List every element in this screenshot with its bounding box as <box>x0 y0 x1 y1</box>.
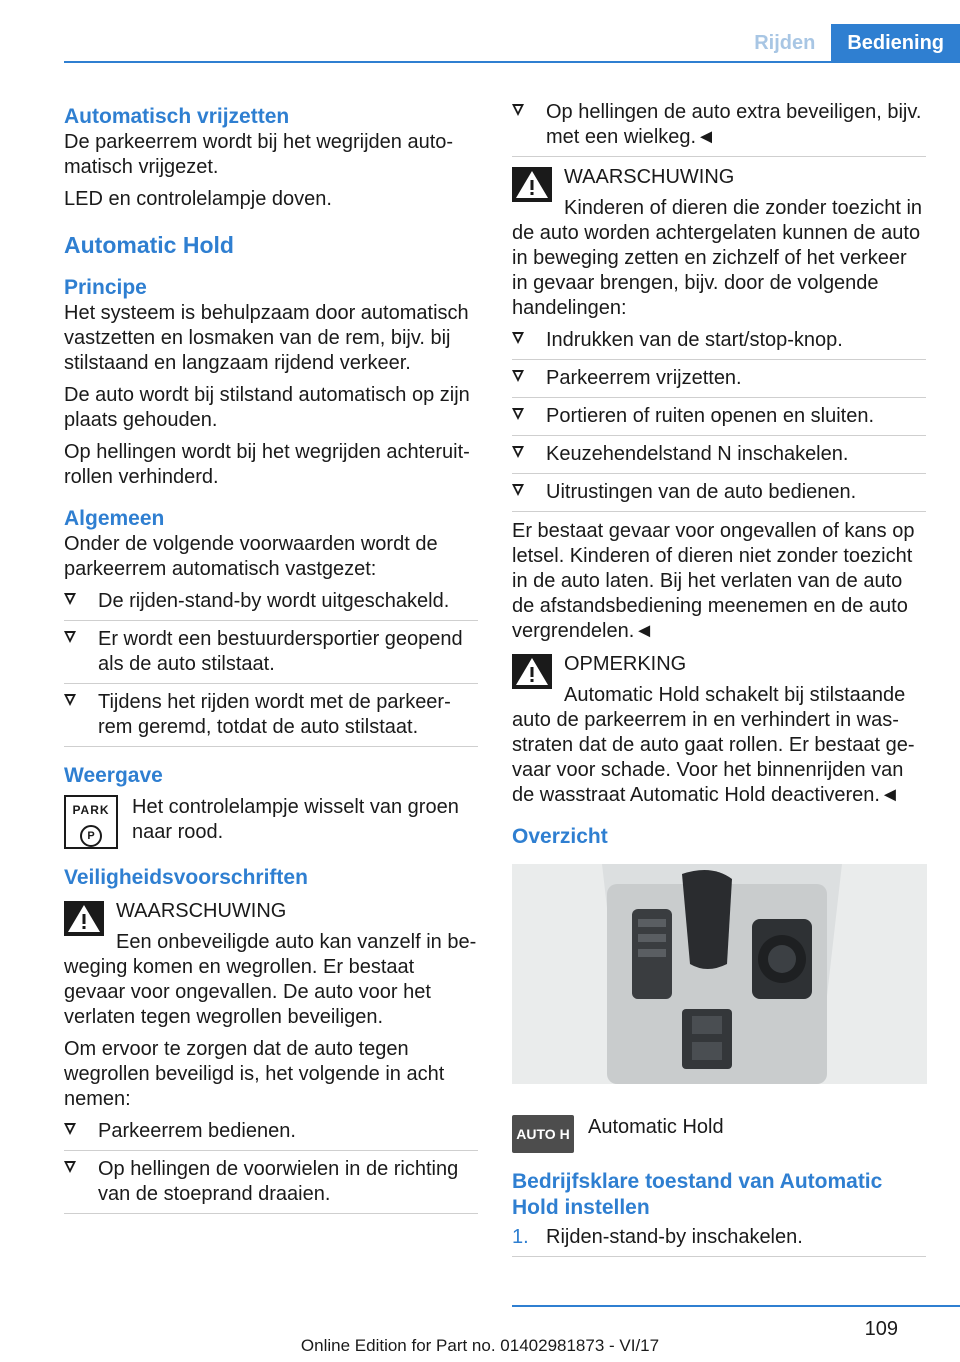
page-number: 109 <box>864 1318 898 1340</box>
footer-rule <box>512 1305 960 1307</box>
warning-triangle-icon <box>512 167 552 202</box>
list-item: 1. Rijden-stand-by inschakelen. <box>512 1225 926 1257</box>
paragraph: Het systeem is behulpzaam door automatisch vastzetten en losmaken van de rem, bijv. bij stilstaand en langzaam rijdend verkeer. <box>64 302 469 374</box>
paragraph: De parkeerrem wordt bij het wegrijden automatisch vrijgezet. <box>64 131 454 178</box>
triangle-bullet-icon <box>64 593 76 605</box>
triangle-bullet-icon <box>512 332 524 344</box>
center-console-photo <box>512 864 927 1084</box>
heading-weergave: Weergave <box>64 764 163 787</box>
heading-overzicht: Overzicht <box>512 825 608 848</box>
note-triangle-icon <box>512 654 552 689</box>
triangle-bullet-icon <box>512 446 524 458</box>
triangle-bullet-icon <box>64 631 76 643</box>
list-item: Er wordt een bestuurdersportier geopend als de auto stilstaat. <box>64 627 478 684</box>
park-brake-icon: PARK P <box>64 795 118 849</box>
list-item: Parkeerrem bedienen. <box>64 1119 478 1151</box>
header-rule <box>64 61 960 63</box>
list-item: Keuzehendelstand N inschakelen. <box>512 442 926 474</box>
paragraph: LED en controlelampje doven. <box>64 188 332 210</box>
triangle-bullet-icon <box>512 484 524 496</box>
triangle-bullet-icon <box>64 1123 76 1135</box>
paragraph: Onder de volgende voorwaarden wordt de parkeerrem automatisch vastgezet: <box>64 533 438 580</box>
list-item: Op hellingen de auto extra beveiligen, bijv. met een wielkeg.◄ <box>512 100 926 157</box>
heading-automatisch-vrijzetten: Automatisch vrijzetten <box>64 105 290 128</box>
heading-principe: Principe <box>64 276 147 299</box>
paragraph: Om ervoor te zorgen dat de auto tegen wegrollen beveiligd is, het volgende in acht nemen: <box>64 1038 445 1110</box>
list-item: Parkeerrem vrijzetten. <box>512 366 926 398</box>
warning-triangle-icon <box>64 901 104 936</box>
paragraph: De auto wordt bij stilstand automatisch op zijn plaats gehouden. <box>64 384 470 431</box>
right-column <box>512 100 926 1263</box>
note-text: Automatic Hold schakelt bij stilstaande auto de parkeerrem in en verhindert in wasstraten dat de auto gaat rollen. Er bestaat gevaar voor schade. Voor het binnenrijden van de wasstraat Automatic Hold deactiveren.◄ <box>512 684 915 806</box>
auto-hold-row <box>512 1115 926 1153</box>
numbered-list <box>512 1225 926 1257</box>
auto-hold-label: Automatic Hold <box>588 1116 724 1138</box>
warning-text: Een onbeveiligde auto kan vanzelf in beweging komen en wegrollen. Er bestaat gevaar voor ongevallen. De auto voor het verlaten tegen wegrollen beveiligen. <box>64 931 477 1028</box>
paragraph: Er bestaat gevaar voor ongevallen of kans op letsel. Kinderen of dieren niet zonder toezicht in de auto laten. Bij het verlaten van de auto de afstandsbediening meenemen en de auto vergrendelen.◄ <box>512 520 915 642</box>
list-item: Tijdens het rijden wordt met de parkeerrem geremd, totdat de auto stilstaat. <box>64 690 478 747</box>
heading-bedrijfsklare: Bedrijfsklare toestand van Automatic Hold instellen <box>512 1170 883 1219</box>
left-column <box>64 100 478 1221</box>
paragraph: Het controlelampje wisselt van groen naar rood. <box>132 796 459 843</box>
note-label: OPMERKING <box>564 653 687 675</box>
edition-footer: Online Edition for Part no. 01402981873 - VI/17 <box>300 1336 660 1355</box>
bullet-list <box>64 1119 478 1214</box>
heading-automatic-hold: Automatic Hold <box>64 232 234 258</box>
note-box <box>512 652 926 808</box>
warning-box <box>64 899 478 1030</box>
list-item: De rijden-stand-by wordt uitgeschakeld. <box>64 589 478 621</box>
triangle-bullet-icon <box>512 408 524 420</box>
warning-text: Kinderen of dieren die zonder toezicht in de auto worden achtergelaten kunnen de auto in beweging zetten en zichzelf of het verkeer in gevaar brengen, bijv. door de volgende handelingen: <box>512 197 923 319</box>
tab-bediening[interactable]: Bediening <box>831 24 960 62</box>
heading-veiligheidsvoorschriften: Veiligheidsvoorschriften <box>64 866 308 889</box>
tab-rijden[interactable]: Rijden <box>738 24 831 62</box>
triangle-bullet-icon <box>64 1161 76 1173</box>
bullet-list <box>512 100 926 157</box>
bullet-list <box>512 328 926 512</box>
triangle-bullet-icon <box>512 370 524 382</box>
bullet-list <box>64 589 478 747</box>
list-item: Indrukken van de start/stop-knop. <box>512 328 926 360</box>
list-item: Op hellingen de voorwielen in de richting van de stoeprand draaien. <box>64 1157 478 1214</box>
triangle-bullet-icon <box>512 104 524 116</box>
heading-algemeen: Algemeen <box>64 507 165 530</box>
auto-hold-icon: AUTO H <box>512 1115 574 1153</box>
warning-label: WAARSCHUWING <box>564 166 735 188</box>
header-tabs <box>738 24 960 62</box>
list-item: Portieren of ruiten openen en sluiten. <box>512 404 926 436</box>
list-item: Uitrustingen van de auto bedienen. <box>512 480 926 512</box>
warning-box <box>512 165 926 321</box>
warning-label: WAARSCHUWING <box>116 900 287 922</box>
triangle-bullet-icon <box>64 694 76 706</box>
paragraph: Op hellingen wordt bij het wegrijden achteruitrollen verhinderd. <box>64 441 470 488</box>
park-indicator-row <box>64 795 478 849</box>
